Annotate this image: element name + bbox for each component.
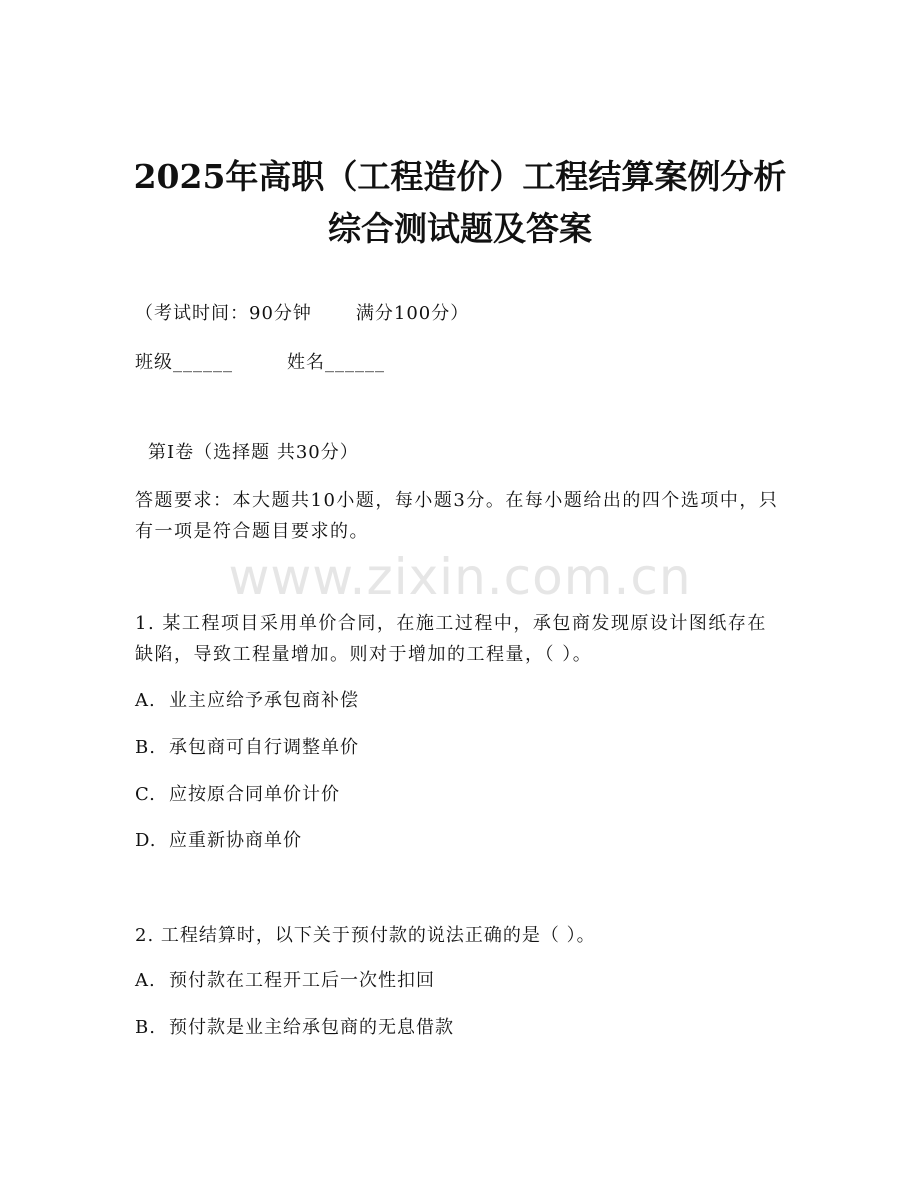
option-letter: B. xyxy=(135,737,156,758)
option-letter: A. xyxy=(135,690,156,711)
section-heading: 第Ⅰ卷（选择题 共30分） xyxy=(148,442,359,463)
option-letter: A. xyxy=(135,970,156,991)
exam-info xyxy=(135,301,469,327)
question-1-option-d xyxy=(135,828,302,854)
question-1-option-a xyxy=(135,688,359,714)
document-title-line2: 综合测试题及答案 xyxy=(328,209,592,248)
option-text: 业主应给予承包商补偿 xyxy=(169,690,359,711)
option-letter: D. xyxy=(135,830,157,851)
question-2-stem: 2. 工程结算时，以下关于预付款的说法正确的是（ ）。 xyxy=(135,925,596,946)
question-1-option-c xyxy=(135,782,340,808)
question-2-option-b xyxy=(135,1015,454,1041)
option-text: 应按原合同单价计价 xyxy=(169,784,340,805)
option-letter: C. xyxy=(135,784,156,805)
question-2-option-a xyxy=(135,968,435,994)
class-field: 班级______ xyxy=(135,352,233,373)
question-1-option-b xyxy=(135,735,359,761)
option-text: 预付款是业主给承包商的无息借款 xyxy=(169,1017,454,1038)
name-field: 姓名______ xyxy=(287,352,385,373)
student-info-row xyxy=(135,350,385,376)
option-letter: B. xyxy=(135,1017,156,1038)
option-text: 承包商可自行调整单价 xyxy=(169,737,359,758)
option-text: 应重新协商单价 xyxy=(169,830,302,851)
exam-time: （考试时间：90分钟 xyxy=(135,303,312,324)
question-1-stem: 1. 某工程项目采用单价合同，在施工过程中，承包商发现原设计图纸存在缺陷，导致工程量增加。则对于增加的工程量，（ ）。 xyxy=(135,613,767,665)
section-instructions: 答题要求：本大题共10小题，每小题3分。在每小题给出的四个选项中，只有一项是符合题目要求的。 xyxy=(135,490,779,542)
watermark: www.zixin.com.cn xyxy=(228,548,692,606)
option-text: 预付款在工程开工后一次性扣回 xyxy=(169,970,435,991)
exam-full-score: 满分100分） xyxy=(355,303,470,324)
document-title-line1: 2025年高职（工程造价）工程结算案例分析 xyxy=(133,157,787,196)
